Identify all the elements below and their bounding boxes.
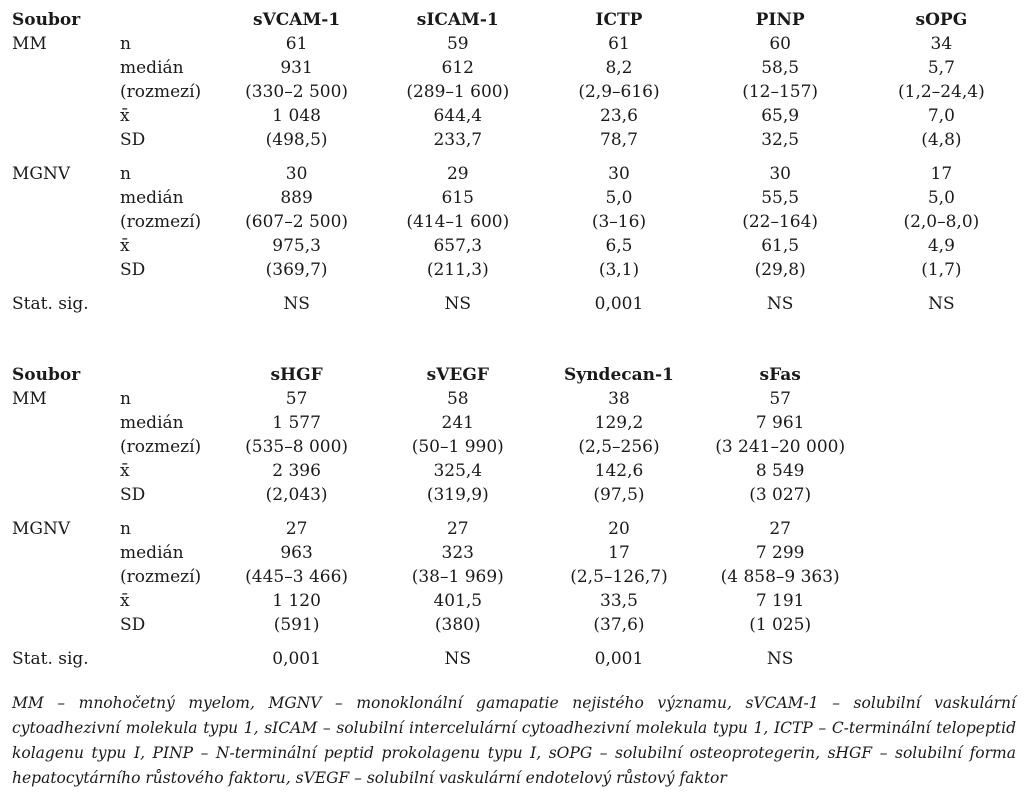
table-cell: 30 <box>769 164 791 184</box>
table-cell: 5,0 <box>927 188 955 208</box>
stat-label: n <box>120 34 131 54</box>
table-row <box>12 541 1022 565</box>
table-row <box>12 435 1022 459</box>
stat-sig-value: NS <box>283 294 310 314</box>
table-1 <box>12 8 1022 316</box>
table-cell: 657,3 <box>433 236 483 256</box>
table-cell: (3–16) <box>591 212 647 232</box>
stat-sig-value: NS <box>928 294 955 314</box>
table-cell: 8 549 <box>755 461 805 481</box>
table-cell: 27 <box>769 519 791 539</box>
group-name: MGNV <box>12 519 71 539</box>
table-cell: 32,5 <box>761 130 800 150</box>
table-cell <box>861 517 1022 541</box>
table-cell: (369,7) <box>265 260 328 280</box>
stat-sig-blank <box>108 647 216 671</box>
table-cell: 57 <box>769 389 791 409</box>
table-row <box>12 613 1022 637</box>
stat-label: n <box>120 389 131 409</box>
table-cell: 963 <box>280 543 313 563</box>
table-cell: 23,6 <box>600 106 638 126</box>
column-header: sVCAM-1 <box>253 10 341 30</box>
table-cell: 65,9 <box>761 106 800 126</box>
table-cell: 27 <box>446 519 469 539</box>
table-cell: 17 <box>930 164 953 184</box>
stat-sig-value: NS <box>444 649 472 669</box>
table-cell: 129,2 <box>594 413 644 433</box>
stat-sig-label: Stat. sig. <box>12 294 89 314</box>
table-cell: (607–2 500) <box>245 212 349 232</box>
table-cell: 7 961 <box>755 413 805 433</box>
table-cell: 931 <box>280 58 313 78</box>
stat-label: n <box>120 519 131 539</box>
table-cell: 975,3 <box>272 236 321 256</box>
group-name <box>12 411 108 435</box>
table-cell: (591) <box>273 615 320 635</box>
table-cell: 4,9 <box>927 236 955 256</box>
table-row <box>12 589 1022 613</box>
table-cell: 30 <box>608 164 630 184</box>
group-name <box>12 541 108 565</box>
stat-label: x̄ <box>120 106 130 126</box>
table-cell: 1 577 <box>272 413 321 433</box>
group-name <box>12 104 108 128</box>
table-cell <box>861 613 1022 637</box>
table-cell: 8,2 <box>605 58 633 78</box>
table-row <box>12 565 1022 589</box>
table-cell: (50–1 990) <box>411 437 504 457</box>
table-cell: (535–8 000) <box>245 437 349 457</box>
table-cell: (4,8) <box>921 130 962 150</box>
group-name: MM <box>12 389 47 409</box>
stat-label: SD <box>120 485 146 505</box>
group-header: Soubor <box>12 365 81 385</box>
table-cell: (2,9–616) <box>578 82 660 102</box>
table-row <box>12 387 1022 411</box>
table-cell: (498,5) <box>265 130 328 150</box>
stat-label: medián <box>120 58 184 78</box>
table-cell <box>861 483 1022 507</box>
table-cell: 5,7 <box>927 58 955 78</box>
column-header: ICTP <box>595 10 643 30</box>
table-row <box>12 128 1022 152</box>
stat-label: (rozmezí) <box>120 567 202 587</box>
table-cell <box>861 435 1022 459</box>
table-cell: (1,2–24,4) <box>898 82 985 102</box>
group-name <box>12 258 108 282</box>
row-gap <box>12 637 1022 647</box>
table-cell: 6,5 <box>605 236 633 256</box>
stat-label: SD <box>120 260 146 280</box>
stat-sig-value: NS <box>444 294 472 314</box>
row-gap <box>12 282 1022 292</box>
table-cell: 612 <box>441 58 474 78</box>
table-cell: 20 <box>608 519 630 539</box>
table-row <box>12 483 1022 507</box>
table-cell: 27 <box>285 519 308 539</box>
table-cell: (38–1 969) <box>411 567 504 587</box>
table-cell: 615 <box>441 188 474 208</box>
gap-cell <box>12 152 1022 162</box>
table-cell: 61,5 <box>761 236 800 256</box>
table-cell: (3 027) <box>749 485 812 505</box>
table-row <box>12 234 1022 258</box>
group-name <box>12 613 108 637</box>
table-cell: 61 <box>285 34 308 54</box>
table-cell: (330–2 500) <box>245 82 349 102</box>
table-cell: 401,5 <box>433 591 483 611</box>
stat-label: medián <box>120 413 184 433</box>
group-name <box>12 483 108 507</box>
table-cell: 7 299 <box>755 543 805 563</box>
table-cell <box>861 459 1022 483</box>
table-cell: 58 <box>446 389 469 409</box>
footnote: MM – mnohočetný myelom, MGNV – monoklonální gamapatie nejistého významu, sVCAM-1 – solubilní vaskulární cytoadhezivní molekula typu 1, sICAM – solubilní intercelulární cytoadhezivní molekula typu 1, ICTP – C-terminální telopeptid kolagenu typu I, PINP – N-terminální peptid prokolagenu typu I, sOPG – solubilní osteoprotegerin, sHGF – solubilní forma hepatocytárního růstového faktoru, sVEGF – solubilní vaskulární endotelový růstový faktor <box>12 694 1016 787</box>
group-name <box>12 186 108 210</box>
group-name <box>12 210 108 234</box>
stat-label: medián <box>120 543 184 563</box>
group-name: MGNV <box>12 164 71 184</box>
table-cell: (3,1) <box>598 260 640 280</box>
group-name <box>12 589 108 613</box>
table-row <box>12 104 1022 128</box>
table-cell: 29 <box>446 164 469 184</box>
table-cell: 142,6 <box>594 461 644 481</box>
gap-cell <box>12 282 1022 292</box>
stat-label: n <box>120 164 131 184</box>
table-2 <box>12 363 1022 671</box>
table-row <box>12 80 1022 104</box>
table-row <box>12 258 1022 282</box>
stat-label: x̄ <box>120 461 130 481</box>
table-cell: 644,4 <box>433 106 483 126</box>
stat-label: x̄ <box>120 236 130 256</box>
header-row <box>12 363 1022 387</box>
table-row <box>12 186 1022 210</box>
table-cell: (2,0–8,0) <box>903 212 980 232</box>
column-header: sVEGF <box>426 365 489 385</box>
group-header: Soubor <box>12 10 81 30</box>
table-cell: (4 858–9 363) <box>720 567 840 587</box>
table-cell: 5,0 <box>605 188 633 208</box>
table-cell: 30 <box>285 164 308 184</box>
table-cell: 60 <box>769 34 791 54</box>
table-cell: (37,6) <box>593 615 645 635</box>
table-cell: (319,9) <box>426 485 489 505</box>
table-cell: (29,8) <box>754 260 806 280</box>
stat-label: (rozmezí) <box>120 437 202 457</box>
table-cell: 2 396 <box>272 461 321 481</box>
stat-sig-value: 0,001 <box>594 294 644 314</box>
table-cell: 17 <box>608 543 630 563</box>
table-cell: 889 <box>280 188 313 208</box>
table-cell: (12–157) <box>742 82 819 102</box>
table-cell: 55,5 <box>761 188 800 208</box>
table-row <box>12 56 1022 80</box>
stat-header-blank <box>108 363 216 387</box>
table-cell: 325,4 <box>433 461 483 481</box>
table-cell: 59 <box>446 34 469 54</box>
table-cell: 57 <box>285 389 308 409</box>
table-cell: (97,5) <box>593 485 645 505</box>
stat-header-blank <box>108 8 216 32</box>
table-cell: 78,7 <box>600 130 638 150</box>
table-cell: 34 <box>930 34 953 54</box>
group-name <box>12 435 108 459</box>
table-cell: 58,5 <box>761 58 800 78</box>
table-cell: 38 <box>608 389 630 409</box>
table-cell: 33,5 <box>600 591 638 611</box>
group-name: MM <box>12 34 47 54</box>
column-header: Syndecan-1 <box>564 365 674 385</box>
group-name <box>12 56 108 80</box>
column-header: sHGF <box>270 365 323 385</box>
table-cell: (211,3) <box>426 260 489 280</box>
table-cell: (22–164) <box>742 212 819 232</box>
stat-sig-row <box>12 647 1022 671</box>
group-name <box>12 459 108 483</box>
table-row <box>12 517 1022 541</box>
stat-label: SD <box>120 130 146 150</box>
stat-label: (rozmezí) <box>120 212 202 232</box>
header-row <box>12 8 1022 32</box>
stat-sig-label: Stat. sig. <box>12 649 89 669</box>
row-gap <box>12 152 1022 162</box>
stat-sig-value: 0,001 <box>272 649 321 669</box>
table-cell: 61 <box>608 34 630 54</box>
stat-sig-value <box>861 647 1022 671</box>
stat-label: (rozmezí) <box>120 82 202 102</box>
table-cell: 1 120 <box>272 591 321 611</box>
column-header: sFas <box>759 365 801 385</box>
table-cell <box>861 589 1022 613</box>
table-cell: (414–1 600) <box>406 212 510 232</box>
table-cell: (2,5–126,7) <box>570 567 668 587</box>
column-header: PINP <box>755 10 805 30</box>
group-name <box>12 80 108 104</box>
table-cell: (1 025) <box>749 615 812 635</box>
table-row <box>12 162 1022 186</box>
table-cell: 7 191 <box>755 591 805 611</box>
table-cell <box>861 411 1022 435</box>
table-cell <box>861 565 1022 589</box>
stat-label: x̄ <box>120 591 130 611</box>
stat-sig-value: NS <box>766 294 794 314</box>
table-cell: 1 048 <box>272 106 321 126</box>
column-header: sICAM-1 <box>416 10 499 30</box>
table-cell: (445–3 466) <box>245 567 349 587</box>
table-cell: 323 <box>441 543 474 563</box>
table-cell: (380) <box>434 615 481 635</box>
stat-sig-row <box>12 292 1022 316</box>
table-cell: (2,043) <box>265 485 328 505</box>
group-name <box>12 128 108 152</box>
stat-sig-blank <box>108 292 216 316</box>
group-name <box>12 234 108 258</box>
table-cell <box>861 541 1022 565</box>
table-cell: 7,0 <box>927 106 955 126</box>
table-row <box>12 411 1022 435</box>
row-gap <box>12 507 1022 517</box>
group-name <box>12 565 108 589</box>
column-header: sOPG <box>915 10 968 30</box>
table-cell: (2,5–256) <box>578 437 660 457</box>
table-cell <box>861 387 1022 411</box>
table-cell: 233,7 <box>433 130 483 150</box>
table-cell: (289–1 600) <box>406 82 510 102</box>
table-cell: 241 <box>441 413 474 433</box>
column-header <box>861 363 1022 387</box>
stat-label: medián <box>120 188 184 208</box>
table-row <box>12 210 1022 234</box>
table-cell: (3 241–20 000) <box>715 437 846 457</box>
table-row <box>12 32 1022 56</box>
gap-cell <box>12 507 1022 517</box>
stat-sig-value: NS <box>766 649 794 669</box>
table-cell: (1,7) <box>921 260 962 280</box>
stat-label: SD <box>120 615 146 635</box>
table-row <box>12 459 1022 483</box>
stat-sig-value: 0,001 <box>594 649 644 669</box>
gap-cell <box>12 637 1022 647</box>
